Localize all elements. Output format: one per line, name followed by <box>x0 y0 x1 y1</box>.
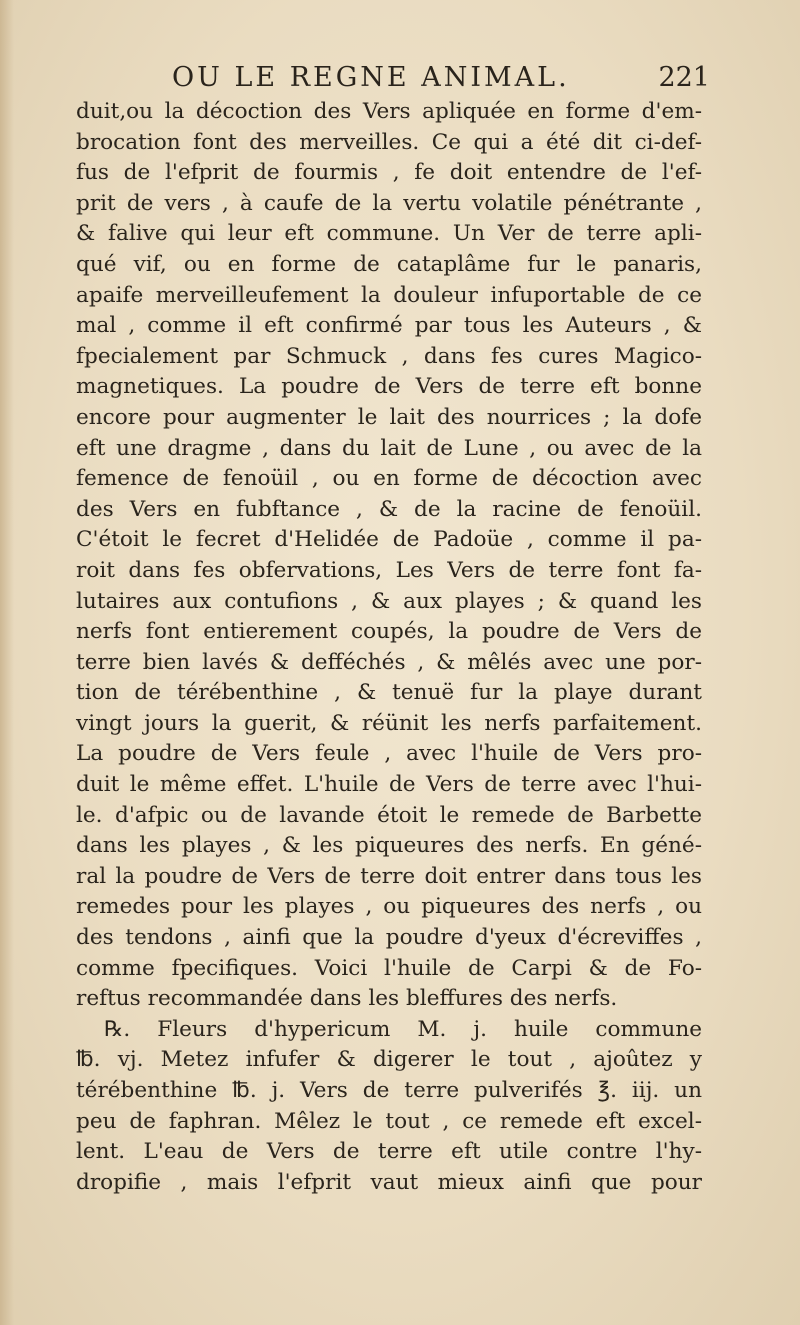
text-line: vingt jours la guerit, & réünit les nerfs parfaitement. <box>76 710 702 736</box>
text-line: encore pour augmenter le lait des nourrices ; la dofe <box>76 404 702 430</box>
text-line: brocation font des merveilles. Ce qui a été dit ci-def- <box>76 129 702 155</box>
text-line: roit dans fes obfervations, Les Vers de terre font fa- <box>76 557 702 583</box>
text-line: lutaires aux contufions , & aux playes ; & quand les <box>76 588 702 614</box>
text-line: mal , comme il eft confirmé par tous les Auteurs , & <box>76 313 702 339</box>
page-number: 221 <box>658 62 710 93</box>
text-line: des tendons , ainfi que la poudre d'yeux d'écreviffes , <box>76 925 702 951</box>
text-line: dans les playes , & les piqueures des nerfs. En géné- <box>76 833 702 859</box>
text-line: comme fpecifiques. Voici l'huile de Carpi & de Fo- <box>76 955 702 981</box>
text-line: nerfs font entierement coupés, la poudre de Vers de <box>76 619 702 645</box>
text-line: qué vif, ou en forme de cataplâme fur le panaris, <box>76 251 702 277</box>
recipe-line: ℞. Fleurs d'hypericum M. j. huile commune <box>104 1016 702 1042</box>
text-line: duit le même effet. L'huile de Vers de terre avec l'hui- <box>76 772 702 798</box>
text-line: duit,ou la décoction des Vers apliquée en forme d'em- <box>76 99 702 124</box>
page-edge-shadow <box>0 0 14 1325</box>
text-line: remedes pour les playes , ou piqueures des nerfs , ou <box>76 894 702 920</box>
text-line: & falive qui leur eft commune. Un Ver de terre apli- <box>76 221 702 247</box>
text-line: La poudre de Vers feule , avec l'huile de Vers pro- <box>76 741 702 767</box>
text-line: le. d'afpic ou de lavande étoit le remede de Barbette <box>76 802 702 828</box>
page-header <box>0 62 800 102</box>
text-line: C'étoit le fecret d'Helidée de Padoüe , comme il pa- <box>76 527 702 553</box>
body-text <box>76 97 702 1198</box>
text-line: fus de l'efprit de fourmis , fe doit entendre de l'ef- <box>76 160 702 186</box>
text-line: femence de fenoüil , ou en forme de décoction avec <box>76 466 702 492</box>
text-line: fpecialement par Schmuck , dans fes cures Magico- <box>76 343 702 369</box>
text-line: terre bien lavés & defféchés , & mêlés avec une por- <box>76 649 702 675</box>
text-line: magnetiques. La poudre de Vers de terre eft bonne <box>76 374 702 400</box>
text-line: ℔. vj. Metez infufer & digerer le tout , ajoûtez y <box>76 1047 702 1073</box>
text-line: apaife merveilleufement la douleur infuportable de ce <box>76 282 702 308</box>
text-line: eft une dragme , dans du lait de Lune , ou avec de la <box>76 435 702 461</box>
text-line: tion de térébenthine , & tenuë fur la playe durant <box>76 680 702 706</box>
text-line: reftus recommandée dans les bleffures des nerfs. <box>76 986 618 1012</box>
text-line: prit de vers , à caufe de la vertu volatile pénétrante , <box>76 190 702 216</box>
text-line: lent. L'eau de Vers de terre eft utile contre l'hy- <box>76 1139 702 1165</box>
text-line: térébenthine ℔. j. Vers de terre pulverifés ℥. iij. un <box>76 1078 702 1103</box>
text-line: des Vers en fubftance , & de la racine de fenoüil. <box>76 496 702 522</box>
text-line: ral la poudre de Vers de terre doit entrer dans tous les <box>76 863 702 889</box>
running-title: OU LE REGNE ANIMAL. <box>172 62 570 93</box>
text-line: dropifie , mais l'efprit vaut mieux ainfi que pour <box>76 1169 702 1195</box>
text-line: peu de faphran. Mêlez le tout , ce remede eft excel- <box>76 1108 702 1134</box>
